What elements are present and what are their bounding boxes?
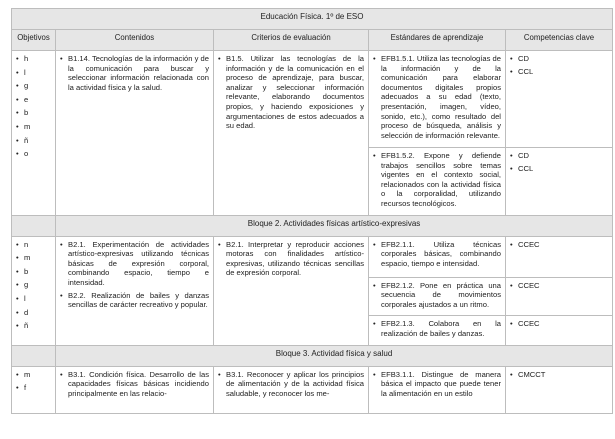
curriculum-table xyxy=(11,8,613,414)
table-row xyxy=(12,236,613,277)
list-item: • h xyxy=(16,54,51,64)
list-item: • CCEC xyxy=(510,281,608,291)
competencias-cell xyxy=(506,316,613,345)
title-row xyxy=(12,9,613,30)
contenidos-cell xyxy=(56,236,214,345)
estandar-cell xyxy=(369,316,506,345)
table-row xyxy=(12,366,613,413)
table-row xyxy=(12,51,613,148)
block-header: Bloque 3. Actividad física y salud xyxy=(56,345,613,366)
list-item: • EFB2.1.2. Pone en práctica una secuencia de movimientos corporales ajustados a un ritmo. xyxy=(373,281,501,310)
contenidos-cell xyxy=(56,51,214,216)
objetivos-list xyxy=(16,370,51,393)
list-item: • o xyxy=(16,149,51,159)
criterios-cell xyxy=(214,51,369,216)
list-item: • EFB2.1.1. Utiliza técnicas corporales básicas, combinando espacio, tiempo e intensidad. xyxy=(373,240,501,269)
estandar-cell xyxy=(369,51,506,148)
list-item: • b xyxy=(16,267,51,277)
col-header-estandares: Estándares de aprendizaje xyxy=(369,30,506,51)
criterios-cell xyxy=(214,366,369,413)
estandar-cell xyxy=(369,148,506,216)
objetivos-list xyxy=(16,240,51,331)
list-item: • CCEC xyxy=(510,319,608,329)
list-item: • m xyxy=(16,253,51,263)
list-item: • ñ xyxy=(16,321,51,331)
list-item: • f xyxy=(16,383,51,393)
col-header-objetivos: Objetivos xyxy=(12,30,56,51)
col-header-criterios: Criterios de evaluación xyxy=(214,30,369,51)
estandar-cell xyxy=(369,277,506,316)
estandar-cell xyxy=(369,366,506,413)
competencias-cell xyxy=(506,236,613,277)
list-item: • CCL xyxy=(510,67,608,77)
list-item: • ñ xyxy=(16,136,51,146)
list-item: • m xyxy=(16,122,51,132)
list-item: • CMCCT xyxy=(510,370,608,380)
competencias-cell xyxy=(506,277,613,316)
list-item: • B1.5. Utilizar las tecnologías de la información y de la comunicación en el proceso de aprendizaje, para buscar, analizar y seleccionar información relevante, elaborando documentos propios, y haciendo exposiciones y argumentaciones de estos adecuados a su edad. xyxy=(218,54,364,131)
list-item: • B3.1. Condición física. Desarrollo de las capacidades físicas básicas incidiendo principalmente en las relacio- xyxy=(60,370,209,399)
list-item: • n xyxy=(16,240,51,250)
list-item: • CCL xyxy=(510,164,608,174)
list-item: • B2.1. Experimentación de actividades artístico-expresivas utilizando técnicas básicas de expresión corporal, combinando espacio, tiempo e intensidad. xyxy=(60,240,209,288)
list-item: • CCEC xyxy=(510,240,608,250)
block-header-row xyxy=(12,345,613,366)
list-item: • m xyxy=(16,370,51,380)
list-item: • EFB1.5.2. Expone y defiende trabajos sencillos sobre temas vigentes en el contexto social, relacionados con la actividad física o la corporalidad, utilizando recursos tecnológicos. xyxy=(373,151,501,209)
list-item: • l xyxy=(16,68,51,78)
col-header-competencias: Competencias clave xyxy=(506,30,613,51)
list-item: • EFB1.5.1. Utiliza las tecnologías de la información y de la comunicación para elaborar documentos digitales propios adecuados a su edad (texto, presentación, imagen, vídeo, sonido, etc.), como resultado del proceso de búsqueda, análisis y selección de información relevante. xyxy=(373,54,501,140)
list-item: • b xyxy=(16,108,51,118)
table-title: Educación Física. 1º de ESO xyxy=(12,9,613,30)
competencias-cell xyxy=(506,51,613,148)
list-item: • d xyxy=(16,308,51,318)
list-item: • CD xyxy=(510,151,608,161)
col-header-contenidos: Contenidos xyxy=(56,30,214,51)
list-item: • B2.1. Interpretar y reproducir acciones motoras con finalidades artístico-expresivas, utilizando técnicas sencillas de expresión corporal. xyxy=(218,240,364,278)
column-header-row xyxy=(12,30,613,51)
competencias-cell xyxy=(506,366,613,413)
list-item: • EFB3.1.1. Distingue de manera básica el impacto que puede tener la alimentación en un estilo xyxy=(373,370,501,399)
list-item: • B2.2. Realización de bailes y danzas sencillas de carácter recreativo y popular. xyxy=(60,291,209,310)
block-header: Bloque 2. Actividades físicas artístico-expresivas xyxy=(56,215,613,236)
estandar-cell xyxy=(369,236,506,277)
list-item: • EFB2.1.3. Colabora en la realización de bailes y danzas. xyxy=(373,319,501,338)
criterios-cell xyxy=(214,236,369,345)
list-item: • CD xyxy=(510,54,608,64)
list-item: • g xyxy=(16,81,51,91)
objetivos-cell xyxy=(12,366,56,413)
contenidos-cell xyxy=(56,366,214,413)
list-item: • e xyxy=(16,95,51,105)
block-header-row xyxy=(12,215,613,236)
list-item: • l xyxy=(16,294,51,304)
objetivos-cell xyxy=(12,51,56,216)
list-item: • B1.14. Tecnologías de la información y de la comunicación para buscar y seleccionar información relacionada con la actividad física y la salud. xyxy=(60,54,209,92)
competencias-cell xyxy=(506,148,613,216)
objetivos-list xyxy=(16,54,51,159)
objetivos-cell xyxy=(12,236,56,345)
list-item: • B3.1. Reconocer y aplicar los principios de alimentación y de la actividad física saludable, y reconocer los me- xyxy=(218,370,364,399)
list-item: • g xyxy=(16,280,51,290)
